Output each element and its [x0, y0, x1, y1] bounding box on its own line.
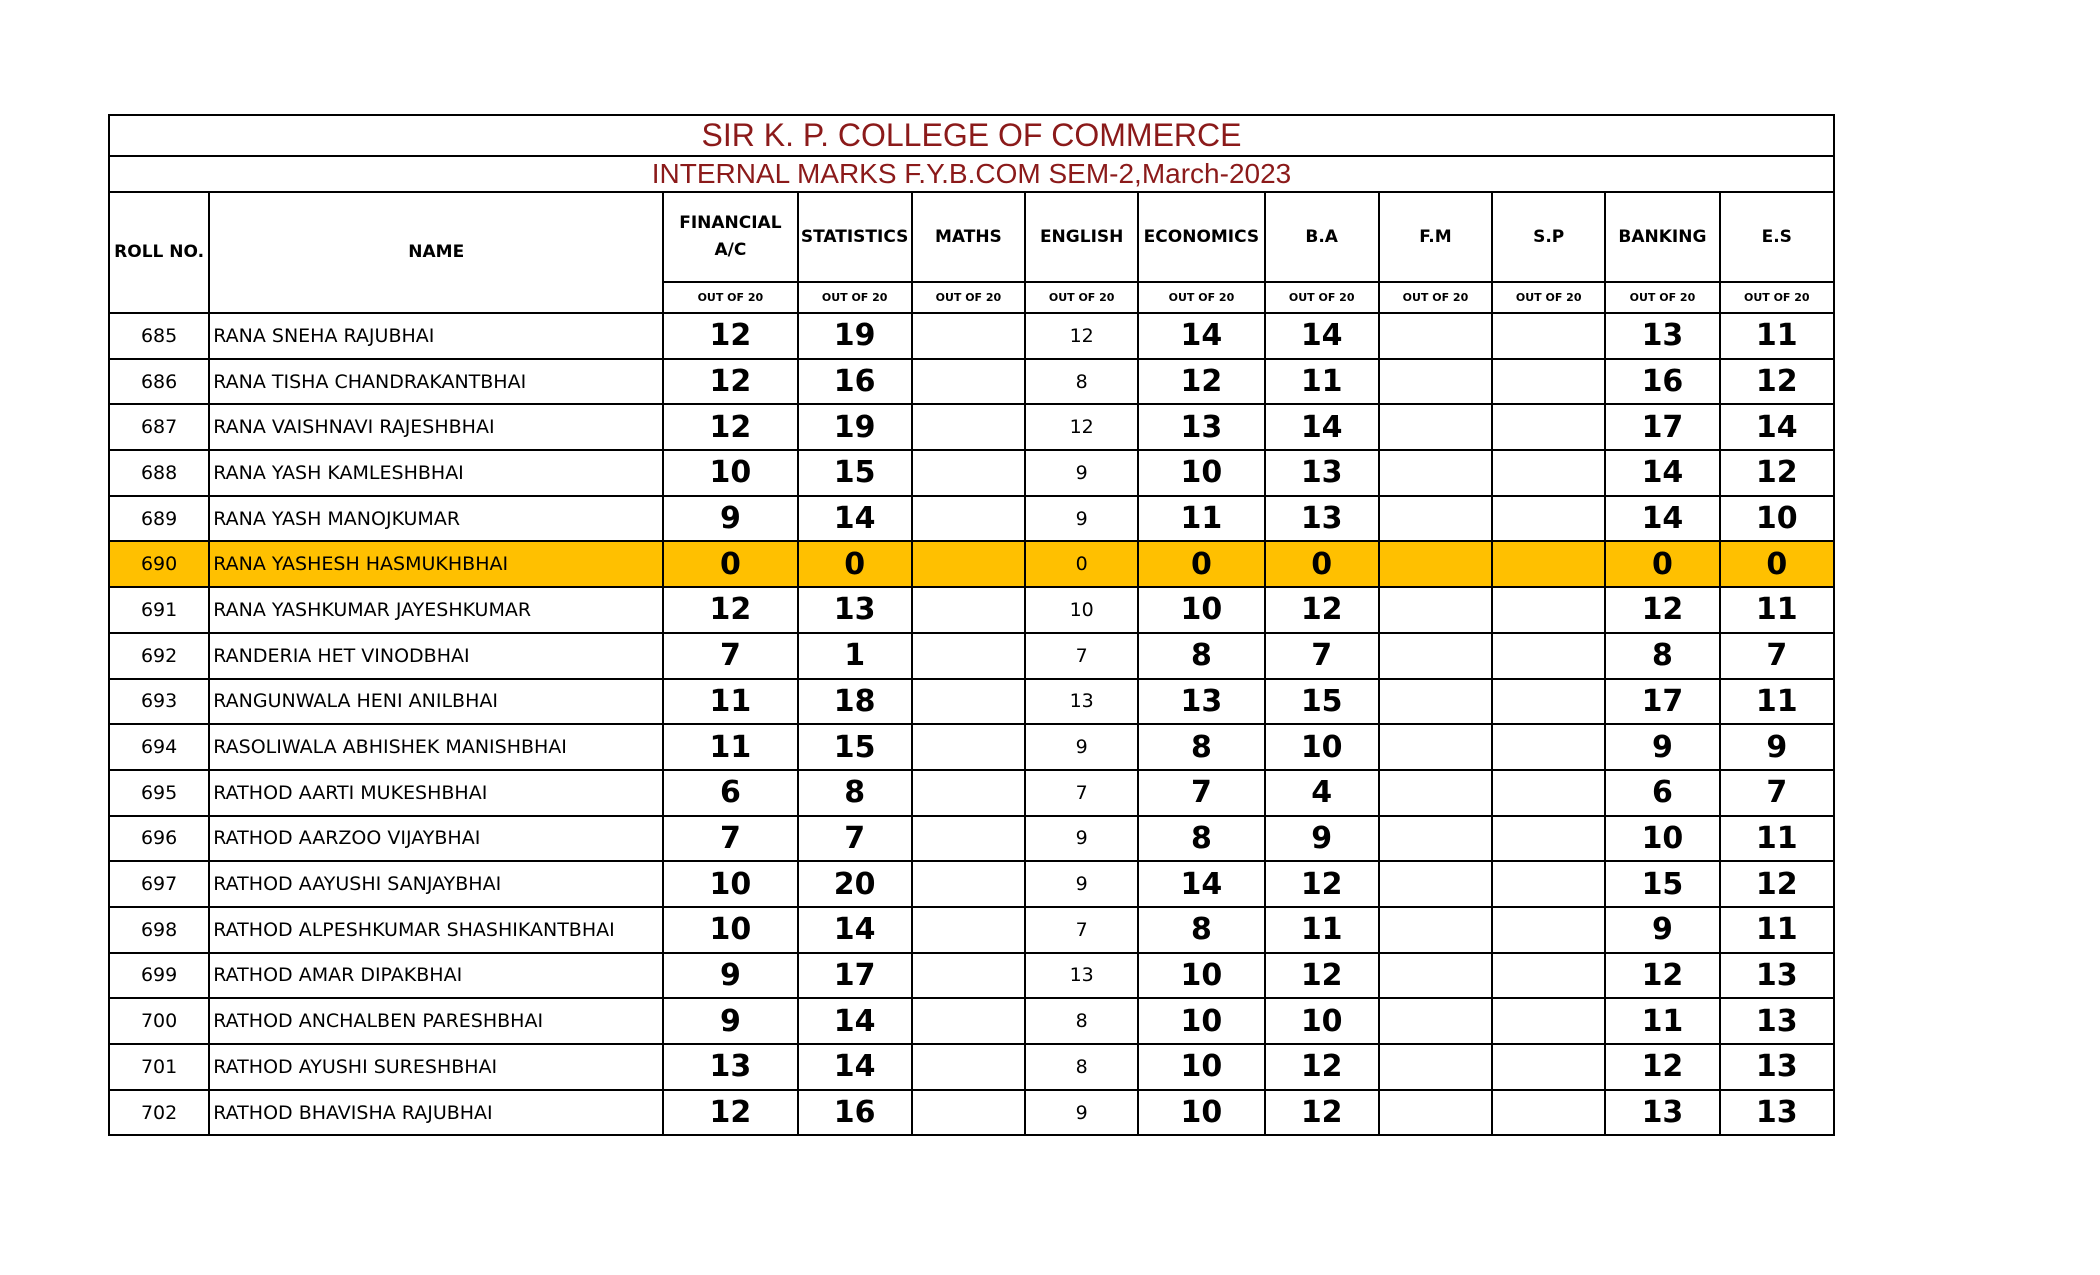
student-name-cell: RATHOD AYUSHI SURESHBHAI	[209, 1044, 663, 1090]
student-name-cell: RANA SNEHA RAJUBHAI	[209, 313, 663, 359]
sp-mark	[1492, 816, 1605, 862]
english-mark: 12	[1025, 404, 1138, 450]
header-financial-line2: A/C	[714, 240, 747, 260]
out-of-label: OUT OF 20	[1138, 282, 1264, 313]
ba-mark: 14	[1265, 313, 1379, 359]
statistics-mark: 8	[798, 770, 912, 816]
roll-no-cell: 700	[109, 998, 209, 1044]
financial-ac-mark: 9	[663, 953, 797, 999]
sheet-subtitle: INTERNAL MARKS F.Y.B.COM SEM-2,March-2023	[109, 156, 1834, 192]
fm-mark	[1379, 816, 1492, 862]
maths-mark	[912, 587, 1025, 633]
es-mark: 13	[1720, 998, 1834, 1044]
roll-no-cell: 701	[109, 1044, 209, 1090]
es-mark: 7	[1720, 633, 1834, 679]
student-name-cell: RATHOD AMAR DIPAKBHAI	[209, 953, 663, 999]
table-row	[109, 633, 1834, 679]
fm-mark	[1379, 541, 1492, 587]
fm-mark	[1379, 679, 1492, 725]
economics-mark: 7	[1138, 770, 1264, 816]
economics-mark: 10	[1138, 953, 1264, 999]
statistics-mark: 7	[798, 816, 912, 862]
maths-mark	[912, 679, 1025, 725]
fm-mark	[1379, 587, 1492, 633]
es-mark: 12	[1720, 359, 1834, 405]
statistics-mark: 16	[798, 1090, 912, 1136]
sp-mark	[1492, 359, 1605, 405]
ba-mark: 11	[1265, 359, 1379, 405]
student-name-cell: RANA YASHESH HASMUKHBHAI	[209, 541, 663, 587]
roll-no-cell: 693	[109, 679, 209, 725]
fm-mark	[1379, 907, 1492, 953]
english-mark: 0	[1025, 541, 1138, 587]
english-mark: 9	[1025, 496, 1138, 542]
financial-ac-mark: 9	[663, 496, 797, 542]
financial-ac-mark: 11	[663, 679, 797, 725]
maths-mark	[912, 770, 1025, 816]
ba-mark: 12	[1265, 861, 1379, 907]
roll-no-cell: 687	[109, 404, 209, 450]
roll-no-cell: 688	[109, 450, 209, 496]
banking-mark: 14	[1605, 496, 1719, 542]
banking-mark: 16	[1605, 359, 1719, 405]
maths-mark	[912, 496, 1025, 542]
maths-mark	[912, 1044, 1025, 1090]
out-of-label: OUT OF 20	[663, 282, 797, 313]
header-english: ENGLISH	[1025, 192, 1138, 282]
financial-ac-mark: 0	[663, 541, 797, 587]
statistics-mark: 17	[798, 953, 912, 999]
statistics-mark: 1	[798, 633, 912, 679]
ba-mark: 14	[1265, 404, 1379, 450]
marks-body	[109, 313, 1834, 1135]
fm-mark	[1379, 724, 1492, 770]
roll-no-cell: 697	[109, 861, 209, 907]
financial-ac-mark: 12	[663, 1090, 797, 1136]
es-mark: 13	[1720, 1090, 1834, 1136]
financial-ac-mark: 12	[663, 404, 797, 450]
es-mark: 14	[1720, 404, 1834, 450]
student-name-cell: RATHOD BHAVISHA RAJUBHAI	[209, 1090, 663, 1136]
ba-mark: 0	[1265, 541, 1379, 587]
maths-mark	[912, 541, 1025, 587]
economics-mark: 8	[1138, 633, 1264, 679]
es-mark: 7	[1720, 770, 1834, 816]
economics-mark: 13	[1138, 679, 1264, 725]
table-row	[109, 953, 1834, 999]
student-name-cell: RATHOD ALPESHKUMAR SHASHIKANTBHAI	[209, 907, 663, 953]
es-mark: 13	[1720, 1044, 1834, 1090]
es-mark: 13	[1720, 953, 1834, 999]
economics-mark: 11	[1138, 496, 1264, 542]
roll-no-cell: 685	[109, 313, 209, 359]
header-financial-ac	[663, 192, 797, 282]
english-mark: 10	[1025, 587, 1138, 633]
statistics-mark: 15	[798, 450, 912, 496]
student-name-cell: RANA YASH KAMLESHBHAI	[209, 450, 663, 496]
table-row	[109, 724, 1834, 770]
statistics-mark: 14	[798, 998, 912, 1044]
maths-mark	[912, 861, 1025, 907]
student-name-cell: RATHOD ANCHALBEN PARESHBHAI	[209, 998, 663, 1044]
financial-ac-mark: 6	[663, 770, 797, 816]
fm-mark	[1379, 404, 1492, 450]
sp-mark	[1492, 404, 1605, 450]
sp-mark	[1492, 313, 1605, 359]
sp-mark	[1492, 770, 1605, 816]
banking-mark: 11	[1605, 998, 1719, 1044]
sp-mark	[1492, 998, 1605, 1044]
table-row	[109, 861, 1834, 907]
table-row-highlighted	[109, 541, 1834, 587]
banking-mark: 12	[1605, 953, 1719, 999]
maths-mark	[912, 633, 1025, 679]
english-mark: 7	[1025, 907, 1138, 953]
financial-ac-mark: 12	[663, 359, 797, 405]
student-name-cell: RANA VAISHNAVI RAJESHBHAI	[209, 404, 663, 450]
statistics-mark: 14	[798, 496, 912, 542]
out-of-label: OUT OF 20	[1605, 282, 1719, 313]
header-sp: S.P	[1492, 192, 1605, 282]
out-of-label: OUT OF 20	[912, 282, 1025, 313]
english-mark: 13	[1025, 679, 1138, 725]
roll-no-cell: 689	[109, 496, 209, 542]
english-mark: 9	[1025, 450, 1138, 496]
economics-mark: 12	[1138, 359, 1264, 405]
maths-mark	[912, 313, 1025, 359]
maths-mark	[912, 907, 1025, 953]
financial-ac-mark: 7	[663, 816, 797, 862]
sp-mark	[1492, 907, 1605, 953]
economics-mark: 14	[1138, 313, 1264, 359]
roll-no-cell: 695	[109, 770, 209, 816]
banking-mark: 13	[1605, 313, 1719, 359]
english-mark: 12	[1025, 313, 1138, 359]
ba-mark: 12	[1265, 587, 1379, 633]
roll-no-cell: 702	[109, 1090, 209, 1136]
marks-table	[108, 114, 1835, 1136]
college-title: SIR K. P. COLLEGE OF COMMERCE	[109, 115, 1834, 156]
english-mark: 9	[1025, 1090, 1138, 1136]
banking-mark: 13	[1605, 1090, 1719, 1136]
ba-mark: 12	[1265, 1090, 1379, 1136]
economics-mark: 10	[1138, 587, 1264, 633]
economics-mark: 10	[1138, 450, 1264, 496]
header-banking: BANKING	[1605, 192, 1719, 282]
financial-ac-mark: 12	[663, 313, 797, 359]
financial-ac-mark: 10	[663, 861, 797, 907]
banking-mark: 9	[1605, 907, 1719, 953]
student-name-cell: RANGUNWALA HENI ANILBHAI	[209, 679, 663, 725]
english-mark: 7	[1025, 770, 1138, 816]
table-row	[109, 450, 1834, 496]
financial-ac-mark: 7	[663, 633, 797, 679]
table-row	[109, 998, 1834, 1044]
english-mark: 9	[1025, 724, 1138, 770]
roll-no-cell: 698	[109, 907, 209, 953]
ba-mark: 7	[1265, 633, 1379, 679]
student-name-cell: RASOLIWALA ABHISHEK MANISHBHAI	[209, 724, 663, 770]
statistics-mark: 19	[798, 313, 912, 359]
roll-no-cell: 690	[109, 541, 209, 587]
banking-mark: 0	[1605, 541, 1719, 587]
sp-mark	[1492, 633, 1605, 679]
statistics-mark: 0	[798, 541, 912, 587]
ba-mark: 15	[1265, 679, 1379, 725]
table-row	[109, 313, 1834, 359]
fm-mark	[1379, 861, 1492, 907]
maths-mark	[912, 404, 1025, 450]
fm-mark	[1379, 953, 1492, 999]
economics-mark: 14	[1138, 861, 1264, 907]
economics-mark: 8	[1138, 816, 1264, 862]
statistics-mark: 20	[798, 861, 912, 907]
es-mark: 9	[1720, 724, 1834, 770]
banking-mark: 12	[1605, 1044, 1719, 1090]
statistics-mark: 19	[798, 404, 912, 450]
ba-mark: 4	[1265, 770, 1379, 816]
banking-mark: 10	[1605, 816, 1719, 862]
financial-ac-mark: 13	[663, 1044, 797, 1090]
fm-mark	[1379, 450, 1492, 496]
sp-mark	[1492, 587, 1605, 633]
english-mark: 7	[1025, 633, 1138, 679]
out-of-label: OUT OF 20	[1379, 282, 1492, 313]
maths-mark	[912, 998, 1025, 1044]
fm-mark	[1379, 359, 1492, 405]
statistics-mark: 14	[798, 907, 912, 953]
sp-mark	[1492, 1090, 1605, 1136]
roll-no-cell: 692	[109, 633, 209, 679]
sp-mark	[1492, 450, 1605, 496]
es-mark: 11	[1720, 587, 1834, 633]
table-row	[109, 907, 1834, 953]
english-mark: 8	[1025, 359, 1138, 405]
economics-mark: 13	[1138, 404, 1264, 450]
out-of-label: OUT OF 20	[1025, 282, 1138, 313]
header-roll-no: ROLL NO.	[109, 192, 209, 313]
financial-ac-mark: 10	[663, 907, 797, 953]
table-row	[109, 404, 1834, 450]
sp-mark	[1492, 724, 1605, 770]
es-mark: 11	[1720, 313, 1834, 359]
table-row	[109, 1090, 1834, 1136]
out-of-label: OUT OF 20	[1492, 282, 1605, 313]
roll-no-cell: 686	[109, 359, 209, 405]
banking-mark: 8	[1605, 633, 1719, 679]
es-mark: 10	[1720, 496, 1834, 542]
english-mark: 9	[1025, 816, 1138, 862]
banking-mark: 15	[1605, 861, 1719, 907]
sp-mark	[1492, 496, 1605, 542]
out-of-label: OUT OF 20	[798, 282, 912, 313]
banking-mark: 14	[1605, 450, 1719, 496]
banking-mark: 6	[1605, 770, 1719, 816]
table-row	[109, 359, 1834, 405]
fm-mark	[1379, 998, 1492, 1044]
header-name: NAME	[209, 192, 663, 313]
fm-mark	[1379, 633, 1492, 679]
student-name-cell: RANA TISHA CHANDRAKANTBHAI	[209, 359, 663, 405]
out-of-label: OUT OF 20	[1720, 282, 1834, 313]
es-mark: 0	[1720, 541, 1834, 587]
fm-mark	[1379, 1090, 1492, 1136]
student-name-cell: RATHOD AARTI MUKESHBHAI	[209, 770, 663, 816]
fm-mark	[1379, 313, 1492, 359]
table-row	[109, 496, 1834, 542]
banking-mark: 17	[1605, 404, 1719, 450]
roll-no-cell: 699	[109, 953, 209, 999]
fm-mark	[1379, 1044, 1492, 1090]
es-mark: 12	[1720, 861, 1834, 907]
fm-mark	[1379, 496, 1492, 542]
maths-mark	[912, 359, 1025, 405]
header-ba: B.A	[1265, 192, 1379, 282]
roll-no-cell: 696	[109, 816, 209, 862]
header-es: E.S	[1720, 192, 1834, 282]
statistics-mark: 14	[798, 1044, 912, 1090]
out-of-label: OUT OF 20	[1265, 282, 1379, 313]
financial-ac-mark: 9	[663, 998, 797, 1044]
table-row	[109, 1044, 1834, 1090]
header-financial-line1: FINANCIAL	[679, 213, 782, 233]
sp-mark	[1492, 861, 1605, 907]
maths-mark	[912, 450, 1025, 496]
economics-mark: 0	[1138, 541, 1264, 587]
economics-mark: 10	[1138, 1090, 1264, 1136]
economics-mark: 10	[1138, 1044, 1264, 1090]
header-statistics: STATISTICS	[798, 192, 912, 282]
statistics-mark: 15	[798, 724, 912, 770]
banking-mark: 17	[1605, 679, 1719, 725]
ba-mark: 9	[1265, 816, 1379, 862]
table-row	[109, 770, 1834, 816]
es-mark: 11	[1720, 679, 1834, 725]
ba-mark: 10	[1265, 724, 1379, 770]
header-economics: ECONOMICS	[1138, 192, 1264, 282]
es-mark: 11	[1720, 816, 1834, 862]
financial-ac-mark: 12	[663, 587, 797, 633]
student-name-cell: RATHOD AAYUSHI SANJAYBHAI	[209, 861, 663, 907]
financial-ac-mark: 10	[663, 450, 797, 496]
header-fm: F.M	[1379, 192, 1492, 282]
es-mark: 11	[1720, 907, 1834, 953]
student-name-cell: RATHOD AARZOO VIJAYBHAI	[209, 816, 663, 862]
ba-mark: 11	[1265, 907, 1379, 953]
table-row	[109, 587, 1834, 633]
banking-mark: 12	[1605, 587, 1719, 633]
student-name-cell: RANDERIA HET VINODBHAI	[209, 633, 663, 679]
ba-mark: 10	[1265, 998, 1379, 1044]
sp-mark	[1492, 541, 1605, 587]
sp-mark	[1492, 679, 1605, 725]
economics-mark: 8	[1138, 724, 1264, 770]
economics-mark: 8	[1138, 907, 1264, 953]
ba-mark: 12	[1265, 953, 1379, 999]
roll-no-cell: 691	[109, 587, 209, 633]
ba-mark: 13	[1265, 450, 1379, 496]
header-maths: MATHS	[912, 192, 1025, 282]
english-mark: 8	[1025, 998, 1138, 1044]
student-name-cell: RANA YASH MANOJKUMAR	[209, 496, 663, 542]
financial-ac-mark: 11	[663, 724, 797, 770]
maths-mark	[912, 1090, 1025, 1136]
english-mark: 8	[1025, 1044, 1138, 1090]
maths-mark	[912, 816, 1025, 862]
statistics-mark: 16	[798, 359, 912, 405]
statistics-mark: 13	[798, 587, 912, 633]
table-row	[109, 679, 1834, 725]
ba-mark: 12	[1265, 1044, 1379, 1090]
english-mark: 13	[1025, 953, 1138, 999]
fm-mark	[1379, 770, 1492, 816]
student-name-cell: RANA YASHKUMAR JAYESHKUMAR	[209, 587, 663, 633]
banking-mark: 9	[1605, 724, 1719, 770]
economics-mark: 10	[1138, 998, 1264, 1044]
statistics-mark: 18	[798, 679, 912, 725]
english-mark: 9	[1025, 861, 1138, 907]
maths-mark	[912, 953, 1025, 999]
sp-mark	[1492, 1044, 1605, 1090]
sp-mark	[1492, 953, 1605, 999]
table-row	[109, 816, 1834, 862]
roll-no-cell: 694	[109, 724, 209, 770]
ba-mark: 13	[1265, 496, 1379, 542]
es-mark: 12	[1720, 450, 1834, 496]
maths-mark	[912, 724, 1025, 770]
